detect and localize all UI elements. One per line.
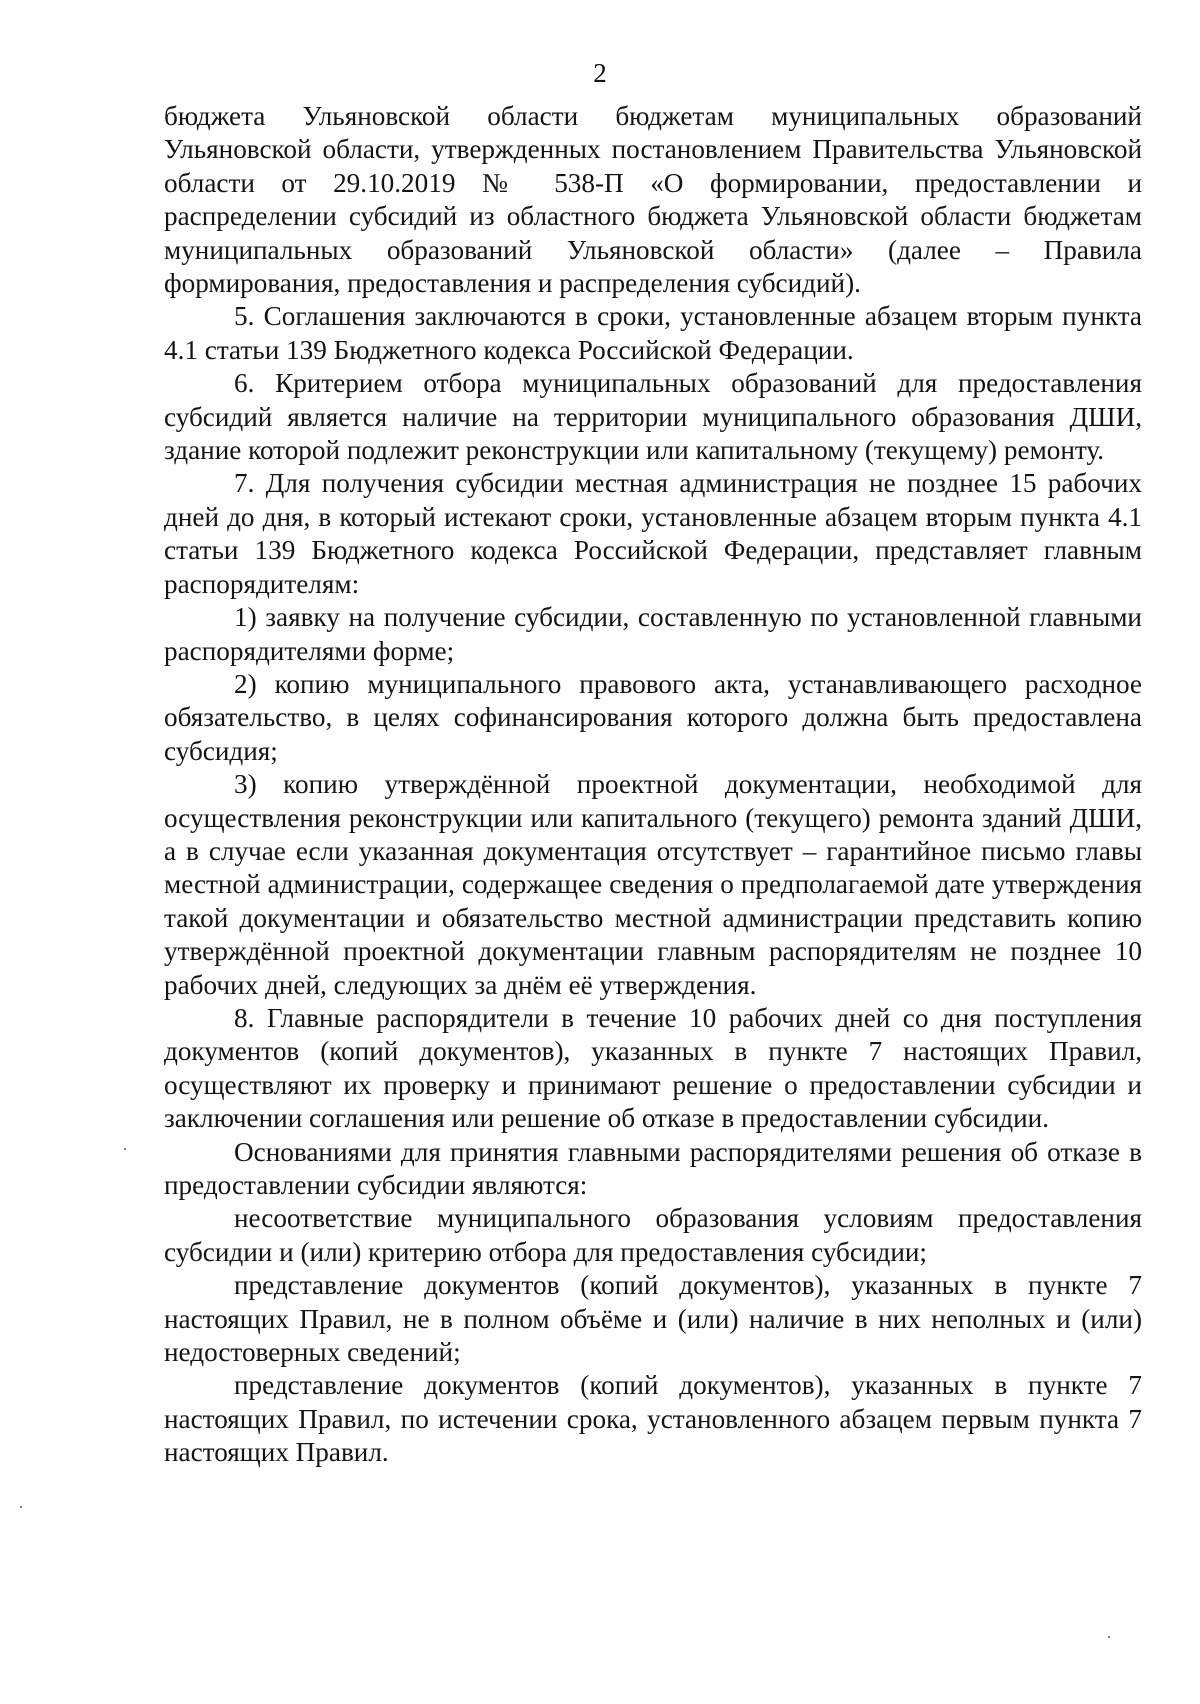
paragraph-refusal-ground-2: представление документов (копий документов), указанных в пункте 7 настоящих Правил, не в полном объёме и (или) наличие в них неполных и (или) недостоверных сведений; bbox=[164, 1270, 1142, 1368]
paragraph-refusal-ground-1: несоответствие муниципального образования условиям предоставления субсидии и (или) критерию отбора для предоставления субсидии; bbox=[164, 1203, 1142, 1267]
paragraph-item-6: 6. Критерием отбора муниципальных образований для предоставления субсидий является наличие на территории муниципального образования ДШИ, здание которой подлежит реконструкции или капитальному (текущему) ремонту. bbox=[164, 368, 1142, 466]
paragraph-refusal-grounds: Основаниями для принятия главными распорядителями решения об отказе в предоставлении субсидии являются: bbox=[164, 1136, 1142, 1200]
paragraph-subitem-2: 2) копию муниципального правового акта, устанавливающего расходное обязательство, в целях софинансирования которого должна быть предоставлена субсидия; bbox=[164, 668, 1142, 766]
page-number: 2 bbox=[593, 58, 607, 88]
paragraph-subitem-3: 3) копию утверждённой проектной документации, необходимой для осуществления реконструкции или капитального (текущего) ремонта зданий ДШИ, а в случае если указанная документация отсутствует – гарантийное письмо главы местной администрации, содержащее сведения о предполагаемой дате утверждения такой документации и обязательство местной администрации представить копию утверждённой проектной документации главным распорядителям не позднее 10 рабочих дней, следующих за днём её утверждения. bbox=[164, 769, 1142, 1000]
scan-speck bbox=[1108, 1636, 1110, 1638]
paragraph-continuation: бюджета Ульяновской области бюджетам муниципальных образований Ульяновской области, утвержденных постановлением Правительства Ульяновской области от 29.10.2019 № 538-П «О формировании, предоставлении и распределении субсидий из областного бюджета Ульяновской области бюджетам муниципальных образований Ульяновской области» (далее – Правила формирования, предоставления и распределения субсидий). bbox=[164, 101, 1142, 299]
document-body bbox=[164, 100, 1142, 1470]
paragraph-refusal-ground-3: представление документов (копий документов), указанных в пункте 7 настоящих Правил, по истечении срока, установленного абзацем первым пункта 7 настоящих Правил. bbox=[164, 1370, 1142, 1468]
paragraph-item-7: 7. Для получения субсидии местная администрация не позднее 15 рабочих дней до дня, в который истекают сроки, установленные абзацем вторым пункта 4.1 статьи 139 Бюджетного кодекса Российской Федерации, представляет главным распорядителям: bbox=[164, 468, 1142, 599]
paragraph-subitem-1: 1) заявку на получение субсидии, составленную по установленной главными распорядителями форме; bbox=[164, 602, 1142, 666]
paragraph-item-8: 8. Главные распорядители в течение 10 рабочих дней со дня поступления документов (копий документов), указанных в пункте 7 настоящих Правил, осуществляют их проверку и принимают решение о предоставлении субсидии и заключении соглашения или решение об отказе в предоставлении субсидии. bbox=[164, 1002, 1142, 1134]
scan-speck bbox=[20, 1506, 22, 1508]
paragraph-item-5: 5. Соглашения заключаются в сроки, установленные абзацем вторым пункта 4.1 статьи 139 Бюджетного кодекса Российской Федерации. bbox=[164, 301, 1142, 365]
scan-speck bbox=[124, 1148, 126, 1150]
